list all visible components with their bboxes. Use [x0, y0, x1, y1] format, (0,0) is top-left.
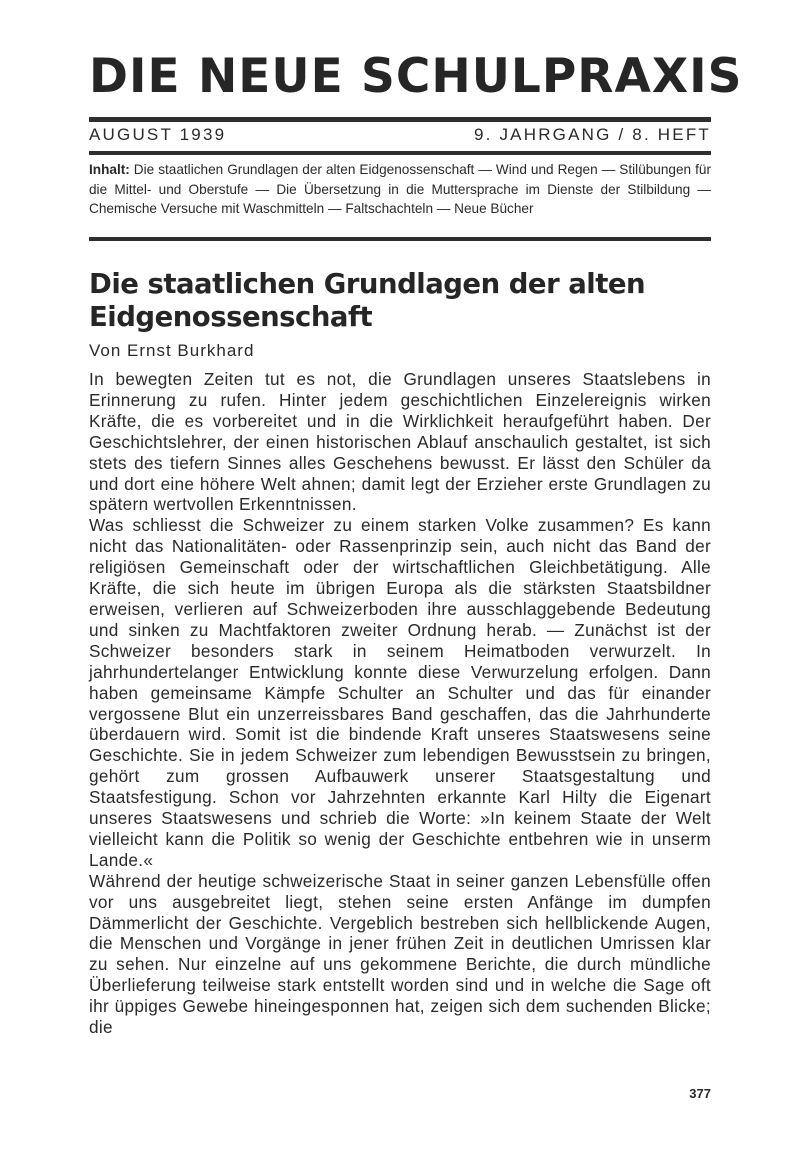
article-author: Von Ernst Burkhard	[89, 341, 255, 360]
article-title: Die staatlichen Grundlagen der alten Eidgenossenschaft	[89, 268, 646, 333]
issue-date: AUGUST 1939	[89, 125, 227, 144]
contents-text: Die staatlichen Grundlagen der alten Eidgenossenschaft — Wind und Regen — Stilübungen für die Mittel- und Oberstufe — Die Übersetzung in die Muttersprache im Dienste der Stilbildung — Chemische Versuche mit Waschmitteln — Faltschachteln — Neue Bücher	[89, 162, 711, 216]
page-number: 377	[689, 1086, 711, 1101]
contents-label: Inhalt:	[89, 162, 130, 177]
paragraph: Was schliesst die Schweizer zu einem starken Volke zusammen? Es kann nicht das Nationalitäten- oder Rassenprinzip sein, auch nicht das Band der religiösen Gemeinschaft oder der wirtschaftlichen Gleichbetätigung. Alle Kräfte, die sich heute im übrigen Europa als die stärksten Staatsbildner erweisen, verlieren auf Schweizerboden ihre ausschlaggebende Bedeutung und sinken zu Machtfaktoren zweiter Ordnung herab. — Zunächst ist der Schweizer besonders stark in seinem Heimatboden verwurzelt. In jahrhundertelanger Entwicklung konnte diese Verwurzelung erfolgen. Dann haben gemeinsame Kämpfe Schulter an Schulter und das für einander vergossene Blut ein unzerreissbares Band geschaffen, das die Jahrhunderte überdauern wird. Somit ist die bindende Kraft unseres Staatswesens seine Geschichte. Sie in jedem Schweizer zum lebendigen Bewusstsein zu bringen, gehört zum grossen Aufbauwerk unserer Staatsgestaltung und Staatsfestigung. Schon vor Jahrzehnten erkannte Karl Hilty die Eigenart unseres Staatswesens und schrieb die Worte: »In keinem Staate der Welt vielleicht kann die Politik so wenig der Geschichte entbehren wie in unserm Lande.«	[89, 515, 711, 870]
issue-line	[89, 124, 711, 146]
volume-issue: 9. JAHRGANG / 8. HEFT	[473, 125, 711, 144]
masthead-title: DIE NEUE SCHULPRAXIS	[89, 49, 743, 104]
paragraph: In bewegten Zeiten tut es not, die Grundlagen unseres Staatslebens in Erinnerung zu rufen. Hinter jedem geschichtlichen Einzelereignis wirken Kräfte, die es vorbereitet und in die Wirklichkeit heraufgeführt haben. Der Geschichtslehrer, der einen historischen Ablauf anschaulich gestaltet, ist sich stets des tiefern Sinnes alles Geschehens bewusst. Er lässt den Schüler da und dort eine höhere Welt ahnen; damit legt der Erzieher erste Grundlagen zu spätern wertvollen Erkenntnissen.	[89, 369, 711, 515]
contents-top-rule	[89, 151, 711, 155]
table-of-contents	[89, 160, 711, 219]
contents-bottom-rule	[89, 237, 711, 241]
masthead-rule	[89, 117, 711, 122]
paragraph: Während der heutige schweizerische Staat in seiner ganzen Lebensfülle offen vor uns ausgebreitet liegt, stehen seine ersten Anfänge im dumpfen Dämmerlicht der Geschichte. Vergeblich bestreben sich hellblickende Augen, die Menschen und Vorgänge in jener frühen Zeit in deutlichen Umrissen klar zu sehen. Nur einzelne auf uns gekommene Berichte, die durch mündliche Überlieferung teilweise stark entstellt worden sind und in welche die Sage oft ihr üppiges Gewebe hineingesponnen hat, zeigen sich dem suchenden Blicke; die	[89, 870, 711, 1038]
article-body	[89, 369, 711, 1038]
